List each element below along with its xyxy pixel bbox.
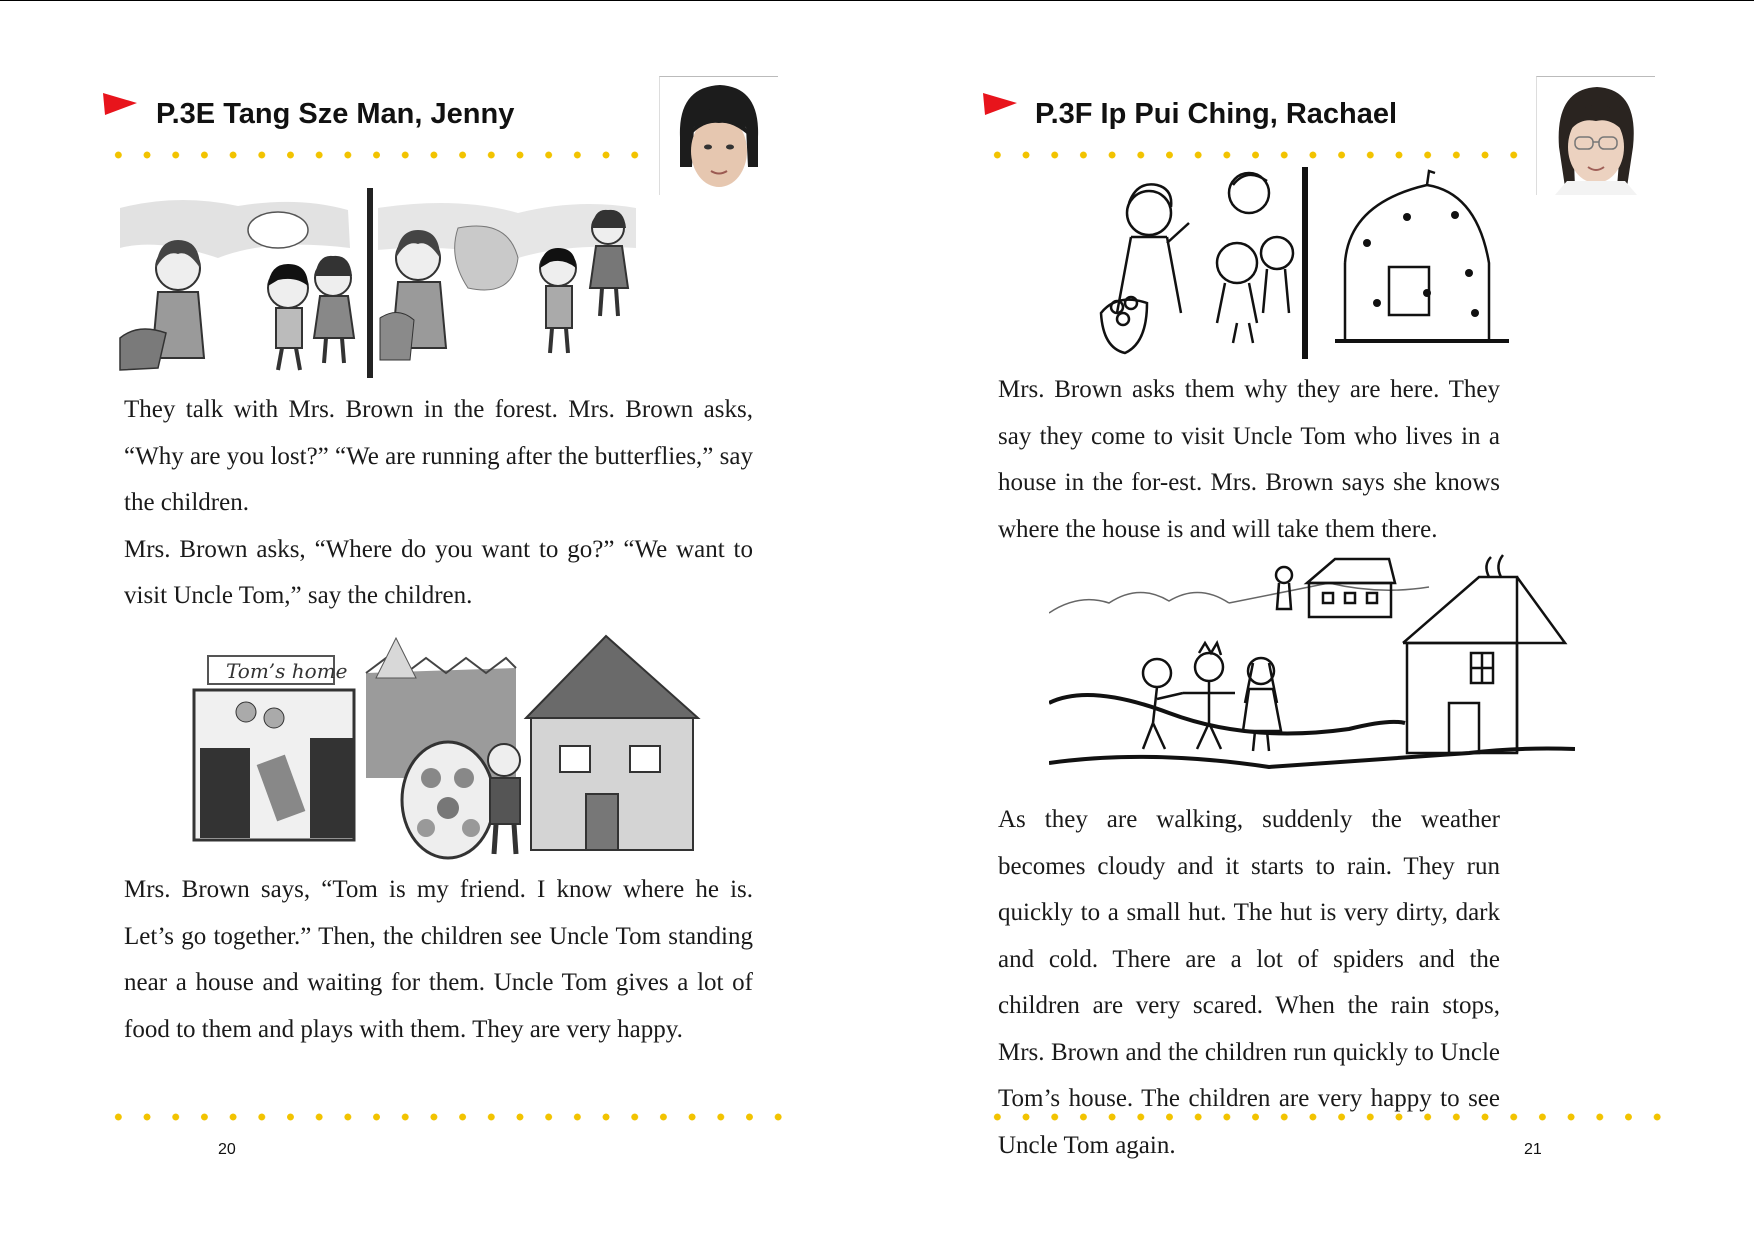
red-flag-icon [103,93,137,117]
story-paragraph: They talk with Mrs. Brown in the forest. Mrs. Brown asks, “Why are you lost?” “We are running after the butterflies,” say the children. [124,396,753,516]
page-number: 21 [1524,1141,1542,1158]
story-illustration-2 [186,628,708,860]
dotted-divider [104,1112,784,1122]
story-text-1 [124,387,753,620]
story-paragraph: Mrs. Brown says, “Tom is my friend. I know where he is. Let’s go together.” Then, the children see Uncle Tom standing near a house and waiting for them. Uncle Tom gives a lot of food to them and plays with them. They are very happy. [124,876,753,1043]
page-right [877,0,1754,1240]
story-paragraph: As they are walking, suddenly the weather becomes cloudy and it starts to rain. They run quickly to a small hut. The hut is very dirty, dark and cold. There are a lot of spiders and the children are very scared. When the rain stops, Mrs. Brown and the children run quickly to Uncle Tom’s house. The children are very happy to see Uncle Tom again. [998,806,1500,1159]
student-photo [1536,76,1655,195]
story-text-3 [998,367,1500,553]
dotted-divider [983,1112,1663,1122]
page-number: 20 [218,1141,236,1158]
student-photo [659,76,778,195]
story-text-2 [124,867,753,1053]
student-name: P.3F Ip Pui Ching, Rachael [1035,98,1398,130]
red-flag-icon [983,93,1017,117]
student-name: P.3E Tang Sze Man, Jenny [156,98,515,130]
story-illustration-1 [118,188,638,378]
dotted-divider [983,150,1537,160]
story-illustration-3 [1077,163,1522,359]
tom-home-sign: Tom’s home [226,659,348,683]
story-illustration-4 [1049,553,1575,775]
story-paragraph: Mrs. Brown asks them why they are here. They say they come to visit Uncle Tom who lives in a house in the for-est. Mrs. Brown says she knows where the house is and will take them there. [998,376,1500,543]
dotted-divider [104,150,658,160]
story-paragraph: Mrs. Brown asks, “Where do you want to go?” “We want to visit Uncle Tom,” say the children. [124,535,753,609]
